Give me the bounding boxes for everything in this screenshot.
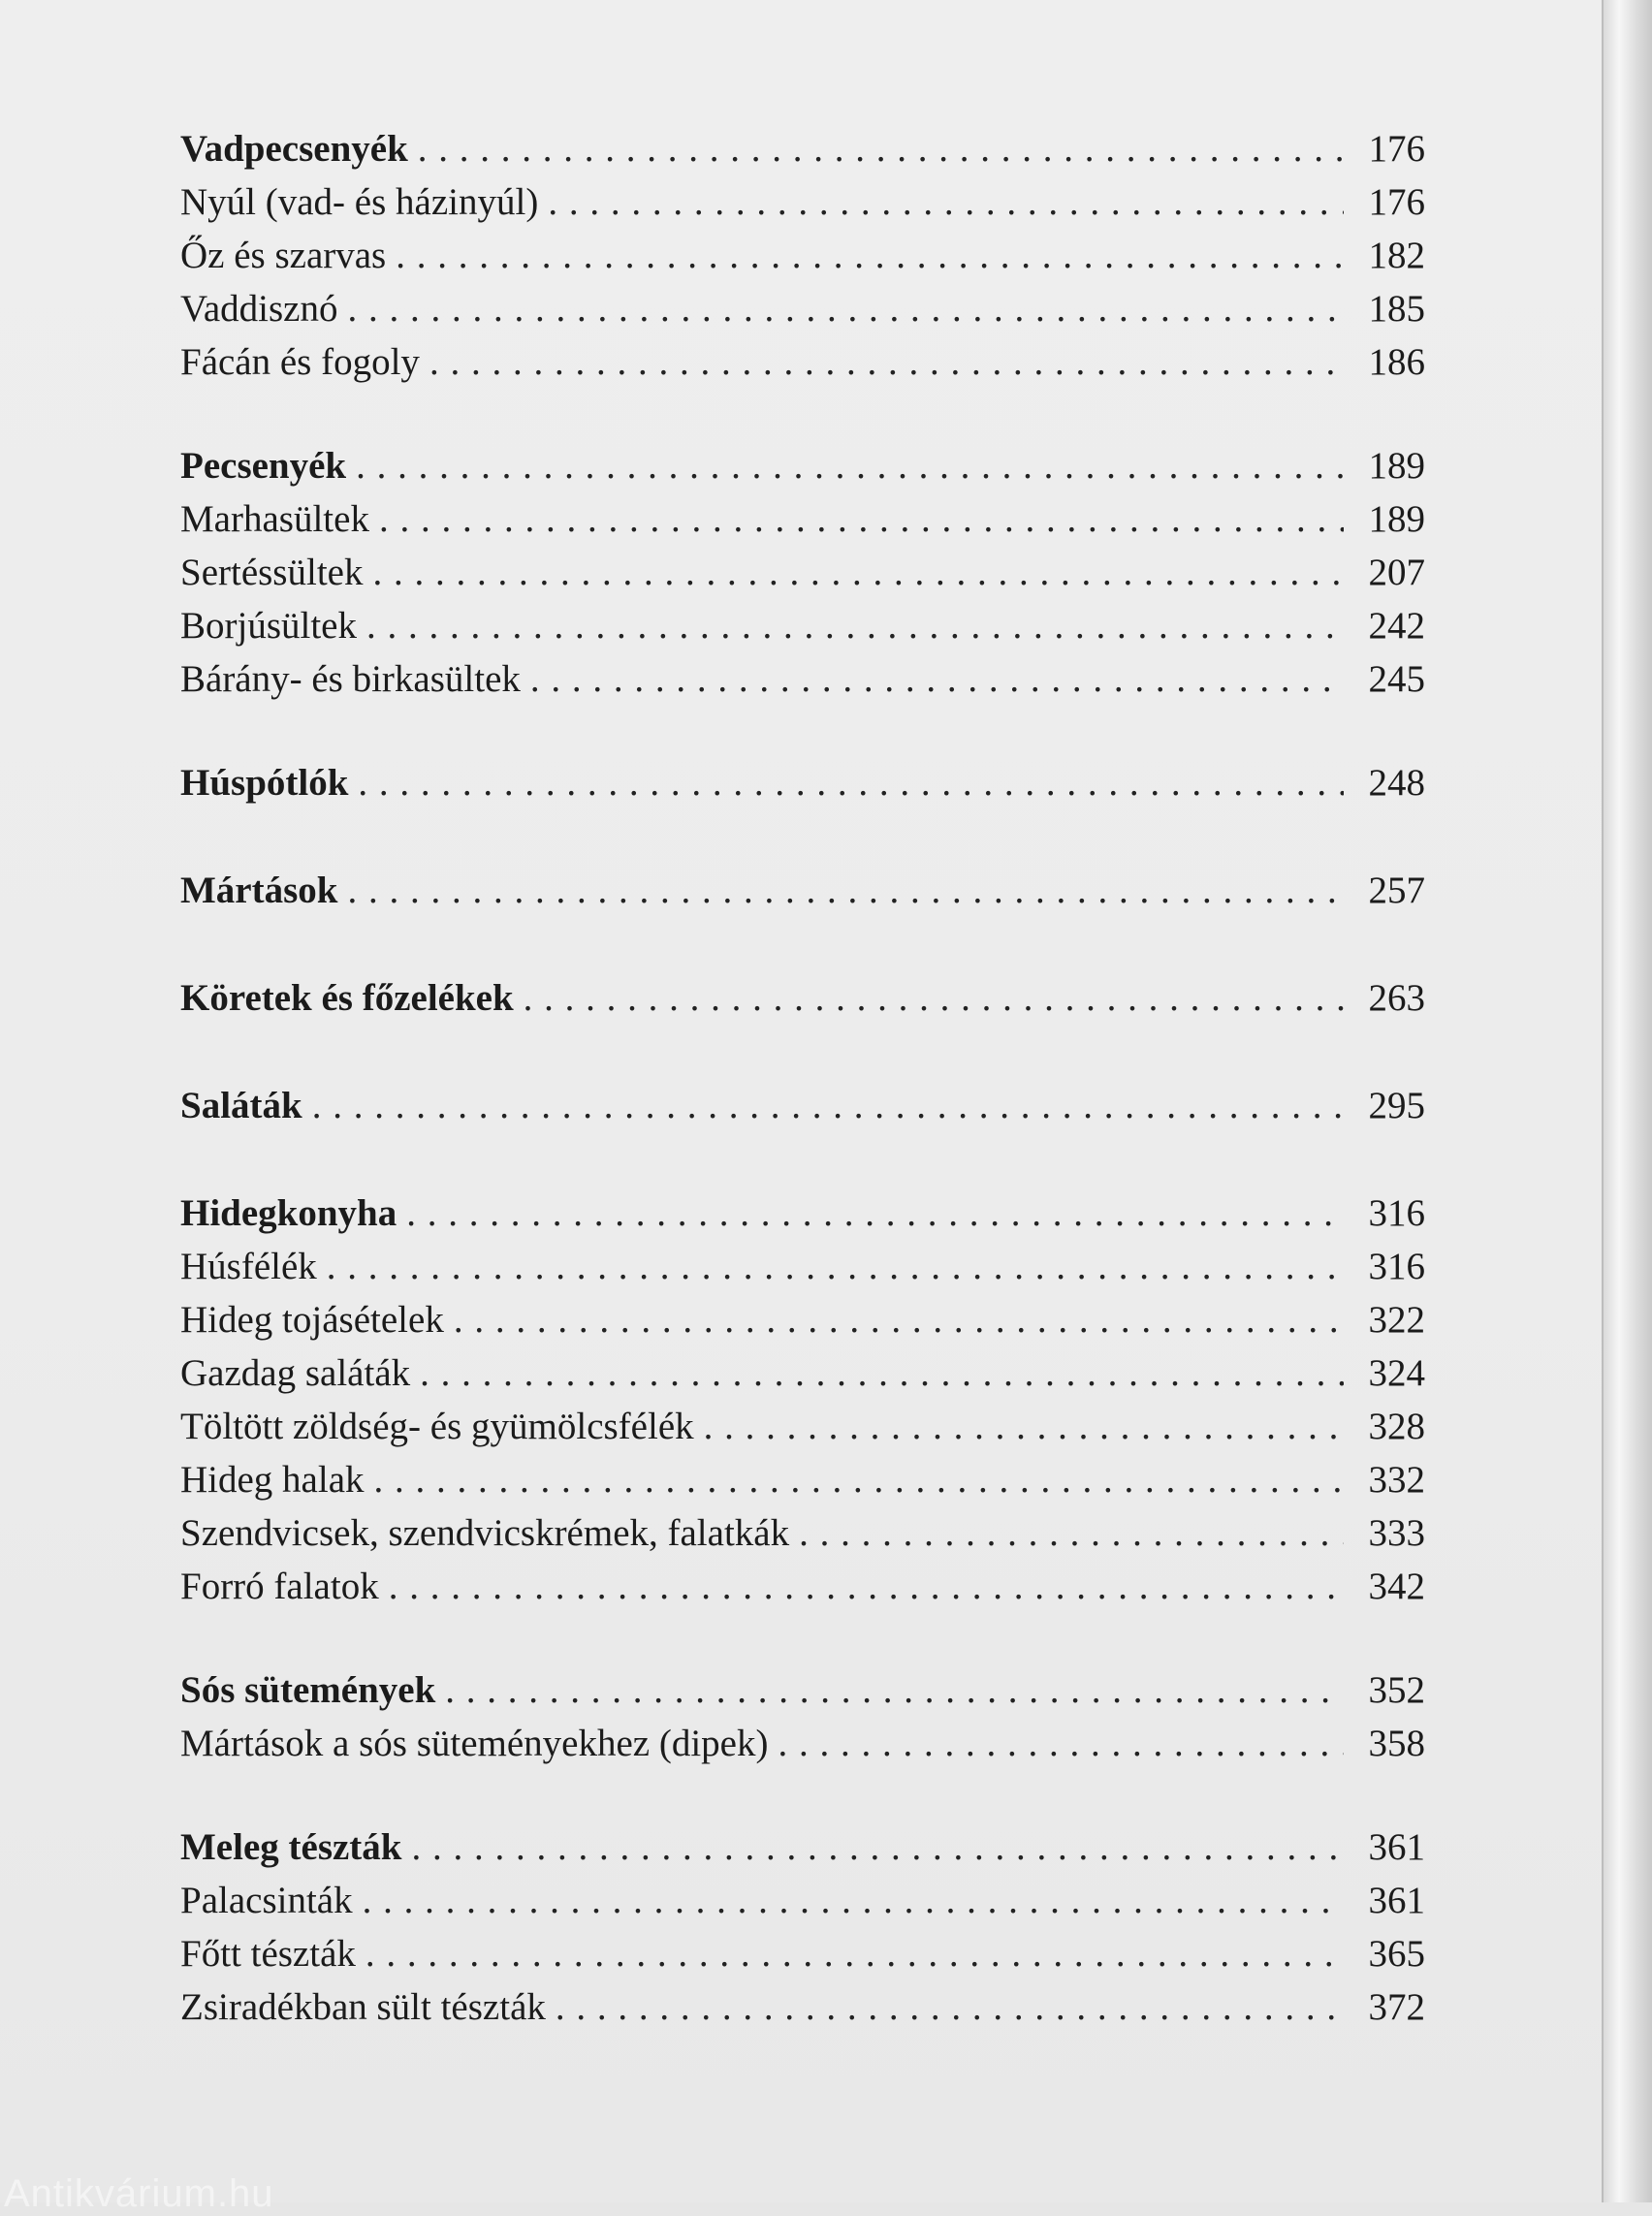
dot-leader <box>356 439 1344 492</box>
toc-entry <box>180 229 1425 282</box>
entry-title: Hideg tojásételek <box>180 1299 444 1341</box>
toc-entry <box>180 492 1425 546</box>
toc-entry <box>180 335 1425 389</box>
entry-title: Gazdag saláták <box>180 1352 411 1394</box>
page-number: 324 <box>1368 1352 1425 1394</box>
entry-title: Vaddisznó <box>180 288 338 330</box>
table-of-contents <box>180 122 1425 2084</box>
dot-leader <box>556 1980 1344 2034</box>
section-title: Hidegkonyha <box>180 1192 397 1234</box>
dot-leader <box>365 1927 1344 1980</box>
toc-section-heading <box>180 1079 1425 1132</box>
section-title: Saláták <box>180 1085 302 1126</box>
page-edge <box>1602 0 1652 2202</box>
dot-leader <box>548 175 1344 229</box>
dot-leader <box>420 1346 1344 1400</box>
toc-section-heading <box>180 1663 1425 1717</box>
toc-entry <box>180 546 1425 599</box>
page-number: 185 <box>1368 288 1425 330</box>
entry-title: Palacsinták <box>180 1880 353 1921</box>
page-number: 245 <box>1368 658 1425 700</box>
dot-leader <box>799 1506 1344 1560</box>
toc-entry <box>180 652 1425 706</box>
dot-leader <box>347 282 1344 335</box>
page-number: 342 <box>1368 1566 1425 1607</box>
toc-entry <box>180 1874 1425 1927</box>
entry-title: Főtt tészták <box>180 1933 356 1975</box>
toc-section-heading <box>180 756 1425 809</box>
dot-leader <box>411 1820 1344 1874</box>
toc-entry <box>180 282 1425 335</box>
section-title: Húspótlók <box>180 762 349 804</box>
page-number: 365 <box>1368 1933 1425 1975</box>
entry-title: Fácán és fogoly <box>180 341 420 383</box>
dot-leader <box>389 1560 1344 1613</box>
section-title: Pecsenyék <box>180 445 347 487</box>
page-number: 176 <box>1368 128 1425 170</box>
toc-entry <box>180 1240 1425 1293</box>
dot-leader <box>418 122 1344 175</box>
dot-leader <box>704 1400 1344 1453</box>
watermark: Antikvárium.hu <box>4 2172 274 2215</box>
page-number: 352 <box>1368 1669 1425 1711</box>
toc-section <box>180 1079 1425 1132</box>
page-number: 263 <box>1368 977 1425 1019</box>
dot-leader <box>429 335 1344 389</box>
page-number: 372 <box>1368 1986 1425 2028</box>
dot-leader <box>406 1187 1344 1240</box>
entry-title: Szendvicsek, szendvicskrémek, falatkák <box>180 1512 790 1554</box>
dot-leader <box>454 1293 1344 1346</box>
toc-entry <box>180 1293 1425 1346</box>
toc-entry <box>180 1927 1425 1980</box>
toc-entry <box>180 1506 1425 1560</box>
entry-title: Hideg halak <box>180 1459 365 1501</box>
page-number: 207 <box>1368 552 1425 593</box>
page-number: 322 <box>1368 1299 1425 1341</box>
section-title: Vadpecsenyék <box>180 128 408 170</box>
dot-leader <box>524 971 1344 1025</box>
dot-leader <box>530 652 1344 706</box>
dot-leader <box>358 756 1344 809</box>
page-number: 295 <box>1368 1085 1425 1126</box>
dot-leader <box>372 546 1344 599</box>
entry-title: Marhasültek <box>180 498 369 540</box>
toc-section-heading <box>180 122 1425 175</box>
section-title: Sós sütemények <box>180 1669 436 1711</box>
toc-entry <box>180 1453 1425 1506</box>
page-number: 328 <box>1368 1406 1425 1447</box>
toc-section-heading <box>180 971 1425 1025</box>
toc-entry <box>180 1400 1425 1453</box>
dot-leader <box>366 599 1344 652</box>
section-title: Mártások <box>180 870 338 911</box>
page-number: 186 <box>1368 341 1425 383</box>
toc-section <box>180 756 1425 809</box>
entry-title: Bárány- és birkasültek <box>180 658 521 700</box>
toc-entry <box>180 1346 1425 1400</box>
page-number: 361 <box>1368 1880 1425 1921</box>
entry-title: Borjúsültek <box>180 605 357 647</box>
toc-entry <box>180 175 1425 229</box>
toc-section-heading <box>180 439 1425 492</box>
toc-entry <box>180 1980 1425 2034</box>
entry-title: Mártások a sós süteményekhez (dipek) <box>180 1723 769 1764</box>
dot-leader <box>778 1717 1344 1770</box>
page-number: 333 <box>1368 1512 1425 1554</box>
page-number: 332 <box>1368 1459 1425 1501</box>
dot-leader <box>379 492 1344 546</box>
dot-leader <box>363 1874 1344 1927</box>
toc-entry <box>180 1560 1425 1613</box>
page-number: 358 <box>1368 1723 1425 1764</box>
section-title: Meleg tészták <box>180 1826 402 1868</box>
page-number: 316 <box>1368 1246 1425 1287</box>
page-number: 257 <box>1368 870 1425 911</box>
toc-section <box>180 439 1425 706</box>
dot-leader <box>312 1079 1344 1132</box>
dot-leader <box>327 1240 1344 1293</box>
page-number: 189 <box>1368 445 1425 487</box>
entry-title: Töltött zöldség- és gyümölcsfélék <box>180 1406 694 1447</box>
toc-section <box>180 1187 1425 1613</box>
dot-leader <box>347 864 1344 917</box>
page-number: 248 <box>1368 762 1425 804</box>
page-number: 182 <box>1368 235 1425 276</box>
page-number: 316 <box>1368 1192 1425 1234</box>
toc-entry <box>180 599 1425 652</box>
toc-section-heading <box>180 1820 1425 1874</box>
page-number: 176 <box>1368 181 1425 223</box>
page-number: 361 <box>1368 1826 1425 1868</box>
toc-entry <box>180 1717 1425 1770</box>
page-number: 242 <box>1368 605 1425 647</box>
toc-section <box>180 1820 1425 2034</box>
toc-section-heading <box>180 864 1425 917</box>
entry-title: Zsiradékban sült tészták <box>180 1986 546 2028</box>
toc-section-heading <box>180 1187 1425 1240</box>
entry-title: Sertéssültek <box>180 552 364 593</box>
dot-leader <box>445 1663 1344 1717</box>
toc-section <box>180 1663 1425 1770</box>
dot-leader <box>396 229 1344 282</box>
entry-title: Forró falatok <box>180 1566 379 1607</box>
section-title: Köretek és főzelékek <box>180 977 514 1019</box>
toc-section <box>180 971 1425 1025</box>
entry-title: Húsfélék <box>180 1246 317 1287</box>
dot-leader <box>374 1453 1344 1506</box>
toc-section <box>180 122 1425 389</box>
entry-title: Őz és szarvas <box>180 235 387 276</box>
entry-title: Nyúl (vad- és házinyúl) <box>180 181 539 223</box>
page-number: 189 <box>1368 498 1425 540</box>
toc-section <box>180 864 1425 917</box>
